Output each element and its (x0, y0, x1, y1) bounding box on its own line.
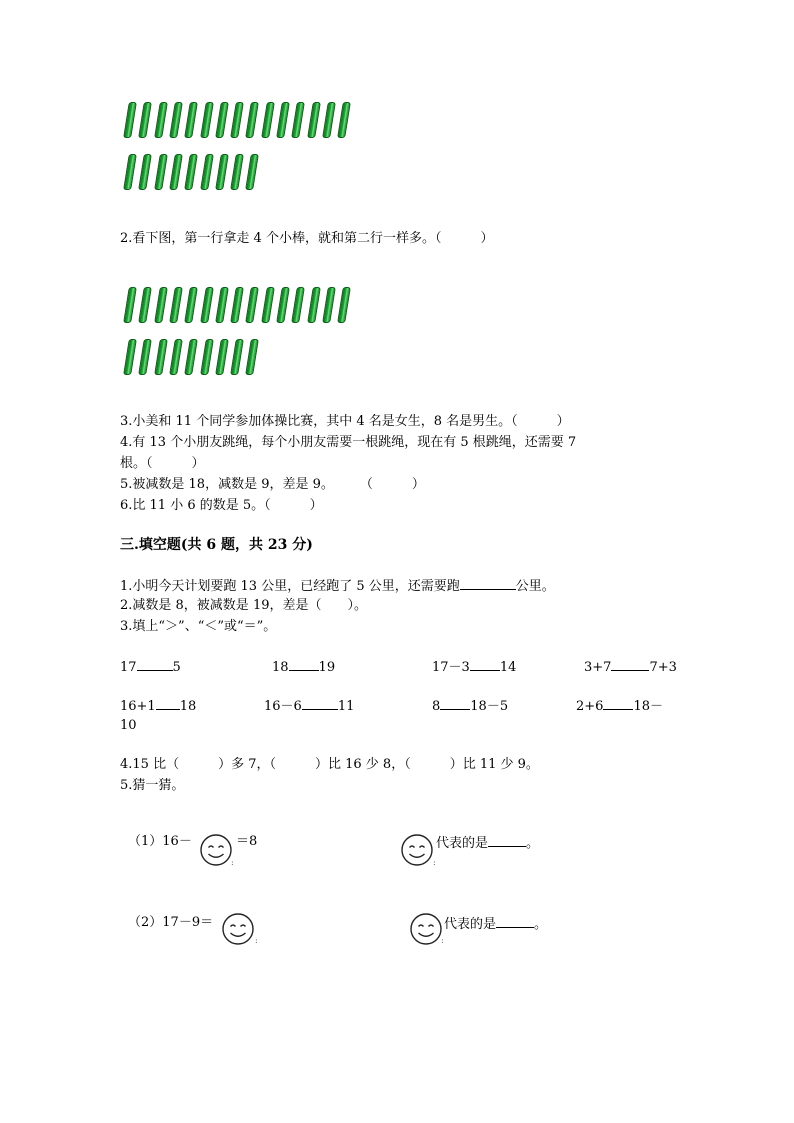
judge-q4-line1: 4.有 13 个小朋友跳绳，每个小朋友需要一根跳绳，现在有 5 根跳绳，还需要 7 (120, 435, 577, 450)
answer-blank[interactable] (488, 833, 526, 847)
fill-q5: 5.猜一猜。 (120, 778, 185, 793)
stick (246, 102, 260, 138)
stick (291, 102, 305, 138)
stick (307, 287, 321, 323)
answer-blank[interactable] (460, 576, 516, 590)
compare-item (576, 696, 663, 716)
guess-1-answer (436, 833, 539, 853)
stick (246, 154, 260, 190)
stick (154, 154, 168, 190)
stick (276, 287, 290, 323)
guess-1-eq: ＝8 (236, 834, 258, 849)
stick (200, 287, 214, 323)
stick (200, 102, 214, 138)
fill-q1 (120, 576, 555, 596)
stick (215, 287, 229, 323)
compare-left: 17－3 (432, 660, 470, 675)
answer-blank[interactable] (496, 914, 534, 928)
compare-right: 5 (172, 660, 181, 675)
compare-right: 14 (499, 660, 517, 675)
guess-2-left: （2）17－9＝ (128, 915, 214, 930)
stick (322, 287, 336, 323)
stick (138, 102, 152, 138)
stick (169, 102, 183, 138)
smiley-face-icon (199, 833, 233, 867)
stick (230, 102, 244, 138)
compare-blank[interactable] (603, 696, 633, 710)
section-title: 三.填空题(共 6 题，共 23 分) (120, 537, 313, 553)
compare-item (120, 657, 181, 677)
stick (307, 102, 321, 138)
stick (230, 154, 244, 190)
fill-q4: 4.15 比（ ）多 7，（ ）比 16 少 8，（ ）比 11 少 9。 (120, 757, 539, 772)
represents-label: 代表的是 (444, 917, 497, 932)
stick (337, 102, 351, 138)
compare-blank[interactable] (137, 657, 173, 671)
judge-q6: 6.比 11 小 6 的数是 5。（ ） (120, 498, 323, 513)
compare-right: 7+3 (649, 660, 677, 675)
judge-q2: 2.看下图，第一行拿走 4 个小棒，就和第二行一样多。（ ） (120, 231, 494, 246)
compare-left: 16+1 (120, 699, 156, 714)
compare-right: 19 (318, 660, 336, 675)
compare-left: 8 (432, 699, 441, 714)
compare-item (272, 657, 335, 677)
stick (123, 102, 137, 138)
stick (138, 287, 152, 323)
stick (291, 287, 305, 323)
compare-item (120, 696, 196, 716)
represents-label: 代表的是 (436, 836, 489, 851)
dot-mark: : (255, 936, 258, 945)
stick (154, 339, 168, 375)
compare-blank[interactable] (611, 657, 649, 671)
stick (200, 339, 214, 375)
compare-item (264, 696, 354, 716)
fill-q1-unit: 公里。 (515, 579, 555, 594)
compare-item (432, 696, 508, 716)
judge-q4-line2: 根。（ ） (120, 456, 205, 471)
compare-right: 18－5 (470, 699, 509, 714)
compare-left: 16－6 (264, 699, 302, 714)
guess-2-answer (444, 914, 547, 934)
stick (261, 102, 275, 138)
fill-q2: 2.减数是 8，被减数是 19，差是（ ）。 (120, 598, 367, 613)
stick (184, 102, 198, 138)
dot-mark: : (433, 858, 436, 867)
stick (230, 339, 244, 375)
smiley-face-icon (409, 912, 443, 946)
compare-blank[interactable] (302, 696, 338, 710)
period: 。 (526, 836, 540, 851)
stick (261, 287, 275, 323)
smiley-face-icon (221, 912, 255, 946)
stick (215, 102, 229, 138)
guess-1-left: （1）16－ (128, 834, 192, 849)
stick (154, 102, 168, 138)
stick (138, 339, 152, 375)
stick (123, 339, 137, 375)
compare-blank[interactable] (156, 696, 180, 710)
stick (154, 287, 168, 323)
stick (184, 154, 198, 190)
stick (138, 154, 152, 190)
compare-wrap: 10 (120, 718, 137, 733)
stick (246, 287, 260, 323)
stick (276, 102, 290, 138)
compare-left: 17 (120, 660, 137, 675)
stick (123, 154, 137, 190)
stick (169, 154, 183, 190)
compare-item (584, 657, 677, 677)
stick (184, 339, 198, 375)
stick (184, 287, 198, 323)
compare-right: 11 (337, 699, 355, 714)
stick (246, 339, 260, 375)
compare-right: 18 (179, 699, 197, 714)
compare-left: 18 (272, 660, 289, 675)
compare-left: 2+6 (576, 699, 604, 714)
stick (230, 287, 244, 323)
dot-mark: : (231, 858, 234, 867)
dot-mark: : (441, 936, 444, 945)
smiley-face-icon (400, 833, 434, 867)
compare-blank[interactable] (289, 657, 319, 671)
fill-q1-text: 1.小明今天计划要跑 13 公里，已经跑了 5 公里，还需要跑 (120, 579, 460, 594)
compare-blank[interactable] (470, 657, 500, 671)
stick (322, 102, 336, 138)
judge-q3: 3.小美和 11 个同学参加体操比赛，其中 4 名是女生，8 名是男生。（ ） (120, 414, 570, 429)
compare-left: 3+7 (584, 660, 612, 675)
stick (200, 154, 214, 190)
period: 。 (534, 917, 548, 932)
compare-item (432, 657, 516, 677)
stick (123, 287, 137, 323)
fill-q3: 3.填上“＞”、“＜”或“＝”。 (120, 619, 277, 634)
stick (215, 154, 229, 190)
stick (169, 339, 183, 375)
stick (337, 287, 351, 323)
stick (169, 287, 183, 323)
stick (215, 339, 229, 375)
compare-right: 18－ (633, 699, 663, 714)
judge-q5: 5.被减数是 18，减数是 9，差是 9。 （ ） (120, 477, 425, 492)
compare-blank[interactable] (440, 696, 470, 710)
